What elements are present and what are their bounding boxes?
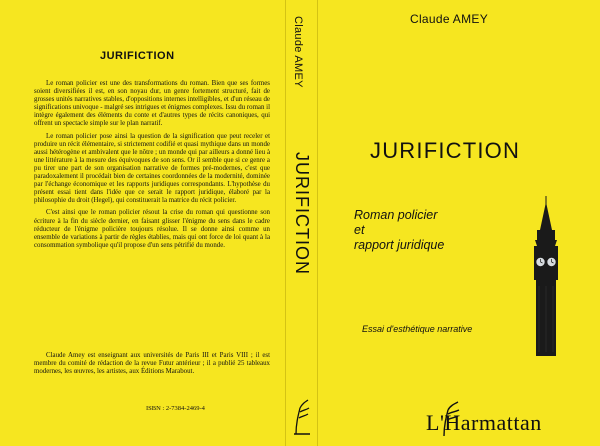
blurb-paragraph: C'est ainsi que le roman policier résout la crise du roman qui questionne son écriture à la fin du siècle dernier, en faisant glisser l'énigme du sens dans le cadre réducteur de l'énigme policière toujours résolue. Il se donne ainsi comme un ensemble de variations à partir de règles établies, mais qui ont force de loi quant à la consommation symbolique qu'il propose d'un sens pétrifié du monde. [34,209,270,249]
harmattan-logo-icon [290,394,314,438]
back-cover-title: JURIFICTION [100,50,175,62]
subtitle-line: et [354,223,365,237]
book-spine [285,0,318,446]
blurb-paragraph: Le roman policier est une des transformations du roman. Bien que ses formes soient diversifiées il est, en son noyau dur, un genre fortement structuré, fait de grosses unités narratives stables, d'oppositions internes intelligibles, et d'un réseau de significations univoque - malgré ses intrigues et énigmes complexes. Issu du roman il intègre également des éléments du conte et d'autres types de récits canoniques, qui offrent un spectacle simple sur le plan narratif. [34,80,270,128]
blurb-paragraph: Le roman policier pose ainsi la question de la signification que peut receler et produire un récit élémentaire, si strictement codifié et quasi mythique dans un monde aussi hétérogène et ambivalent que le nôtre ; un monde qui par ailleurs a donné lieu à une littérature à la mesure des équivoques de son sens. Or il semble que si ce genre a pu tirer une part de son organisation narrative de formes pré-modernes, c'est que paradoxalement il procédait bien de certaines coordonnées de la modernité, dominée par l'échange économique et les rapports juridiques correspondants. L'hypothèse du présent essai tient dans l'idée que ce serait le rapport juridique, élaboré par la philosophie du droit (Hegel), qui constituerait la matrice du récit policier. [34,132,270,205]
author-bio: Claude Amey est enseignant aux universités de Paris III et Paris VIII ; il est membre du comité de rédaction de la revue Futur antérieur ; il a publié 25 tableaux modernes, les œuvres, les artistes, aux Éditions Marabout. [34,352,270,376]
front-subtitle [354,208,444,253]
front-title: JURIFICTION [370,138,521,163]
essay-label: Essai d'esthétique narrative [362,324,473,334]
publisher-name: L'Harmattan [426,410,542,435]
back-cover [0,0,285,446]
spine-author: Claude AMEY [292,16,304,88]
back-cover-blurb [34,80,270,254]
isbn-label: ISBN : 2-7384-2469-4 [146,405,205,412]
spine-title: JURIFICTION [292,152,312,275]
subtitle-line: rapport juridique [354,238,445,252]
subtitle-line: Roman policier [354,208,438,222]
front-author: Claude AMEY [410,12,489,26]
front-cover [318,0,600,446]
clock-tower-icon [522,196,570,356]
